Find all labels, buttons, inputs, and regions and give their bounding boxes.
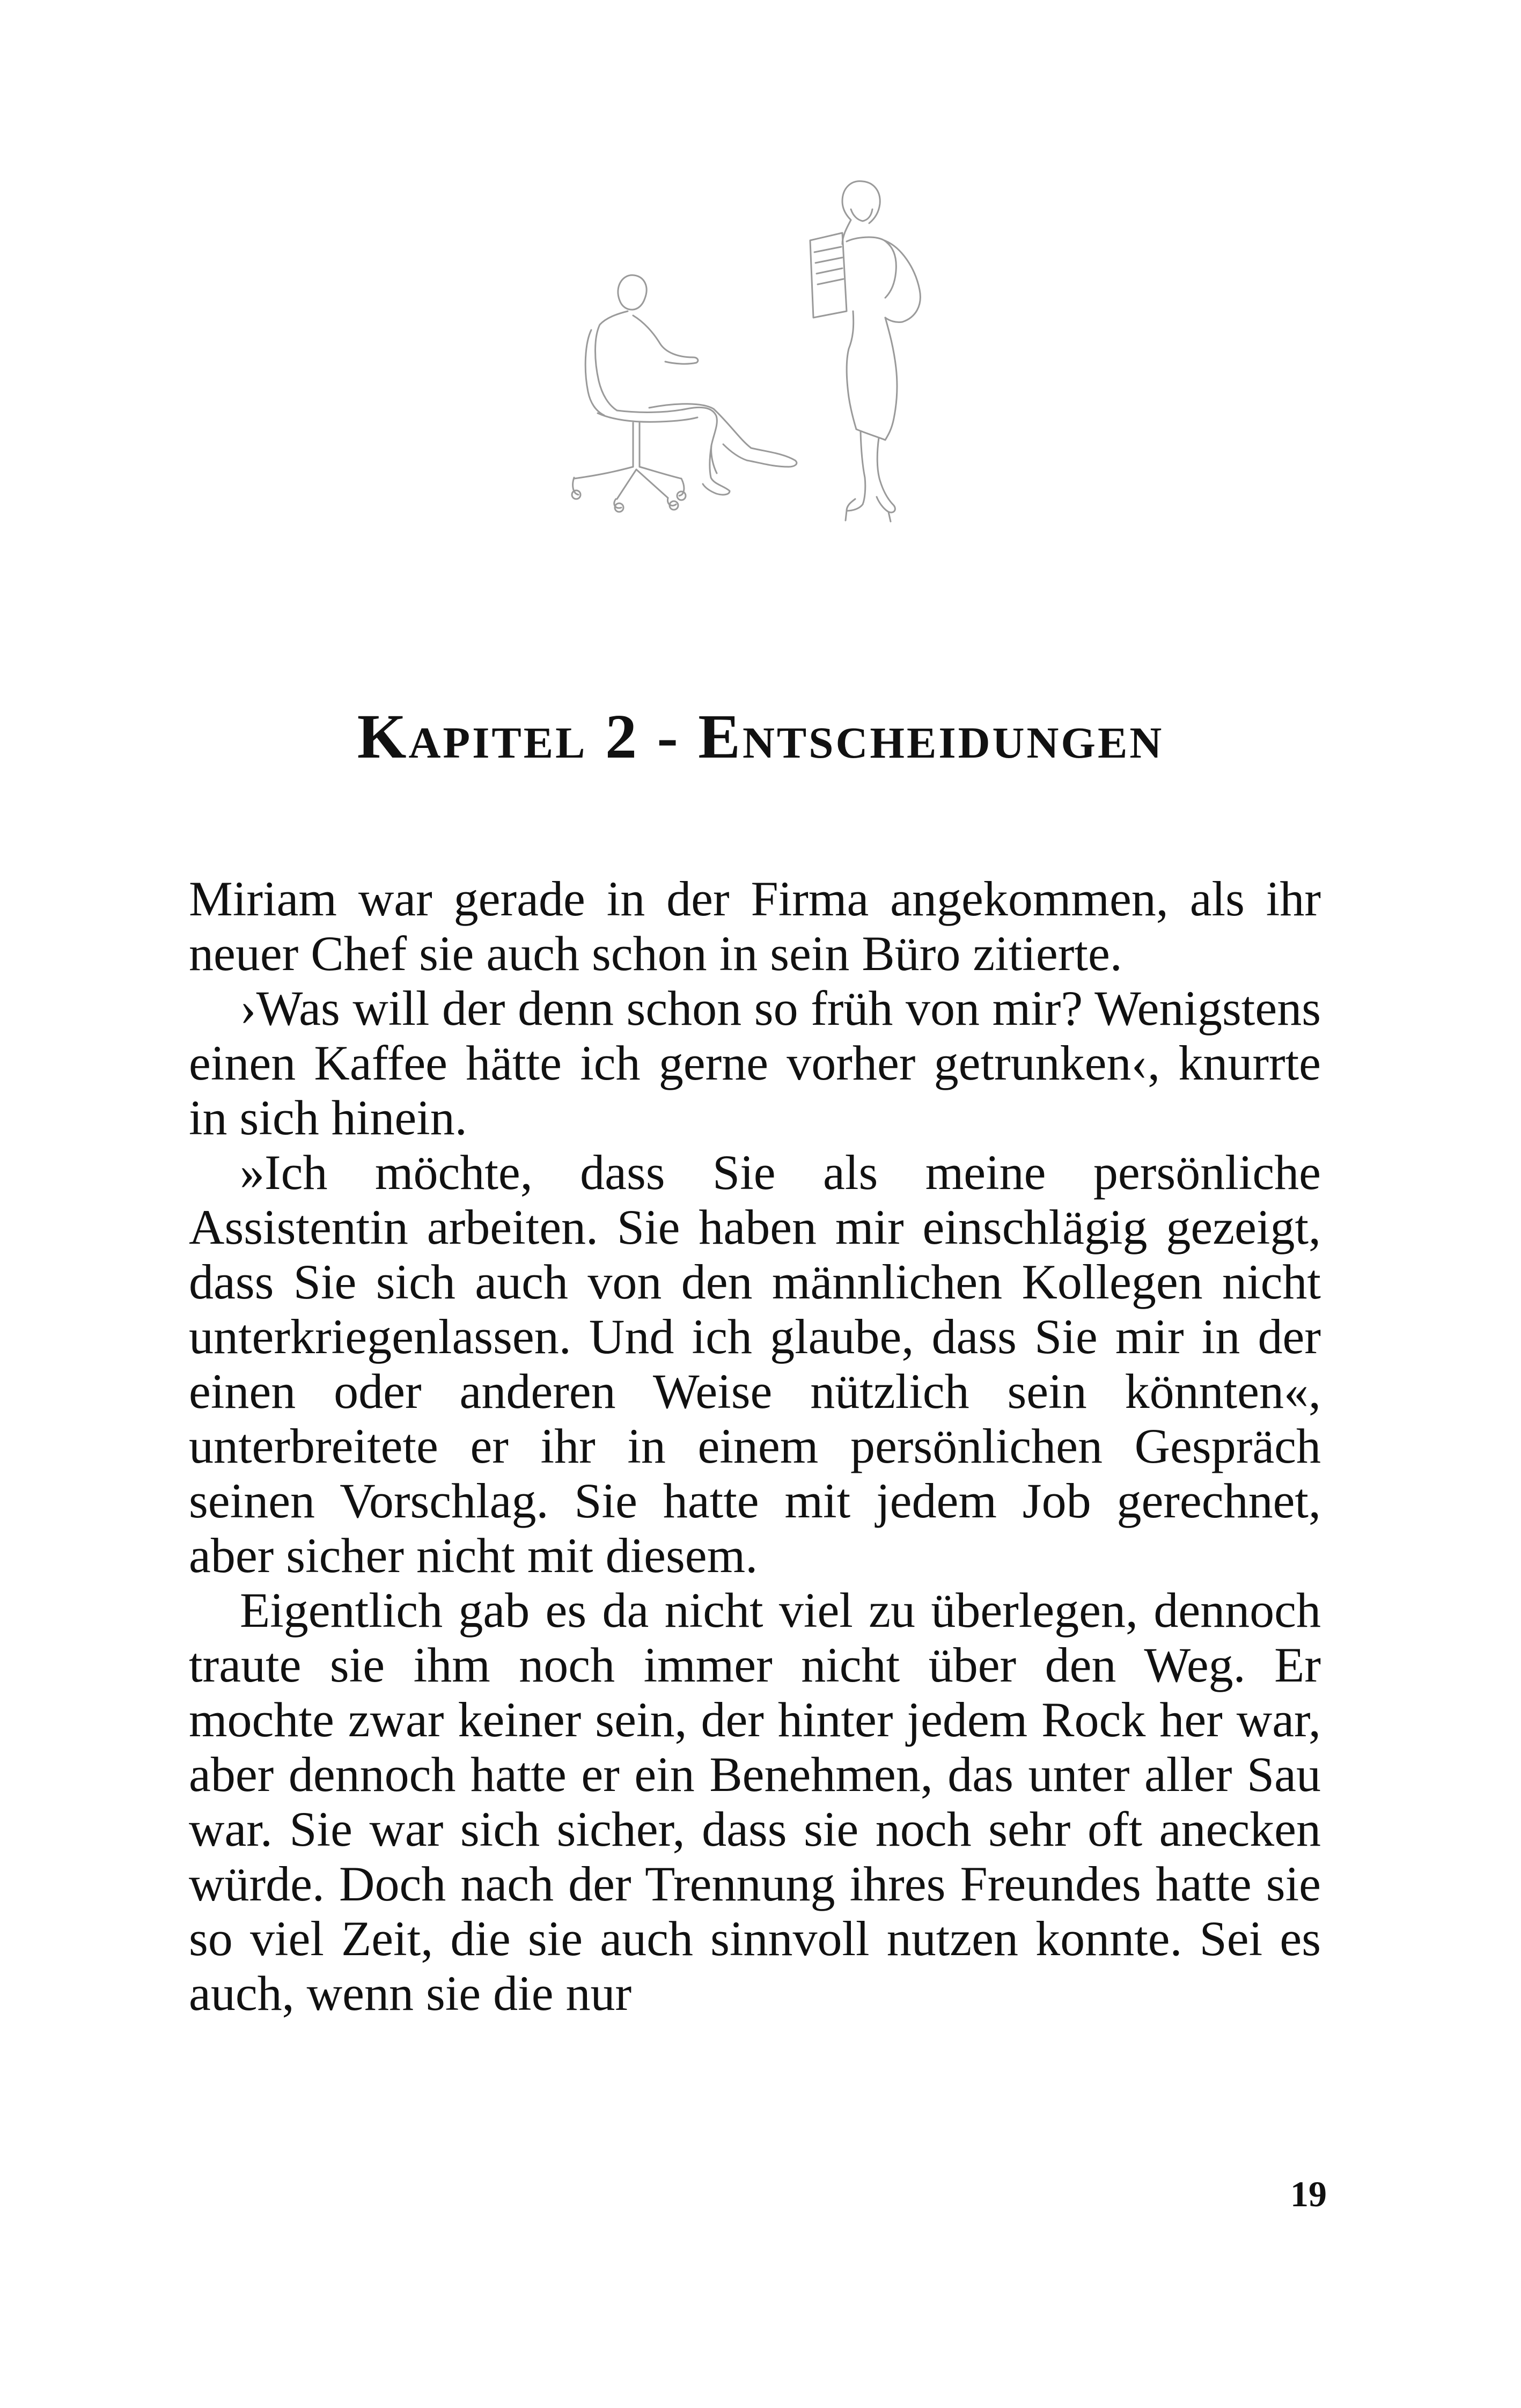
paragraph-1: Miriam war gerade in der Firma angekommen, als ihr neuer Chef sie auch schon in sein Büro zitierte.: [189, 871, 1321, 981]
chapter-title: [0, 701, 1521, 772]
chapter-body: [189, 871, 1321, 2021]
office-silhouettes-illustration: [553, 177, 971, 526]
paragraph-2: ›Was will der denn schon so früh von mir? Wenigstens einen Kaffee hätte ich gerne vorher getrunken‹, knurrte in sich hinein.: [189, 981, 1321, 1145]
paragraph-3: »Ich möchte, dass Sie als meine persönliche Assistentin arbeiten. Sie haben mir einschlägig gezeigt, dass Sie sich auch von den männlichen Kollegen nicht unterkriegenlassen. Und ich glaube, dass Sie mir in der einen oder anderen Weise nützlich sein könnten«, unterbreitete er ihr in einem persönlichen Gespräch seinen Vorschlag. Sie hatte mit jedem Job gerechnet, aber sicher nicht mit diesem.: [189, 1145, 1321, 1583]
office-silhouettes-icon: [553, 177, 971, 526]
page-number: 19: [1290, 2174, 1327, 2214]
paragraph-4: Eigentlich gab es da nicht viel zu überlegen, dennoch traute sie ihm noch immer nicht über den Weg. Er mochte zwar keiner sein, der hinter jedem Rock her war, aber dennoch hatte er ein Benehmen, das unter aller Sau war. Sie war sich sicher, dass sie noch sehr oft anecken würde. Doch nach der Trennung ihres Freundes hatte sie so viel Zeit, die sie auch sinnvoll nutzen konnte. Sei es auch, wenn sie die nur: [189, 1583, 1321, 2021]
chapter-title-text: Kapitel 2 - Entscheidungen: [357, 701, 1164, 772]
seated-man-icon: [572, 275, 797, 512]
standing-woman-icon: [810, 181, 920, 522]
